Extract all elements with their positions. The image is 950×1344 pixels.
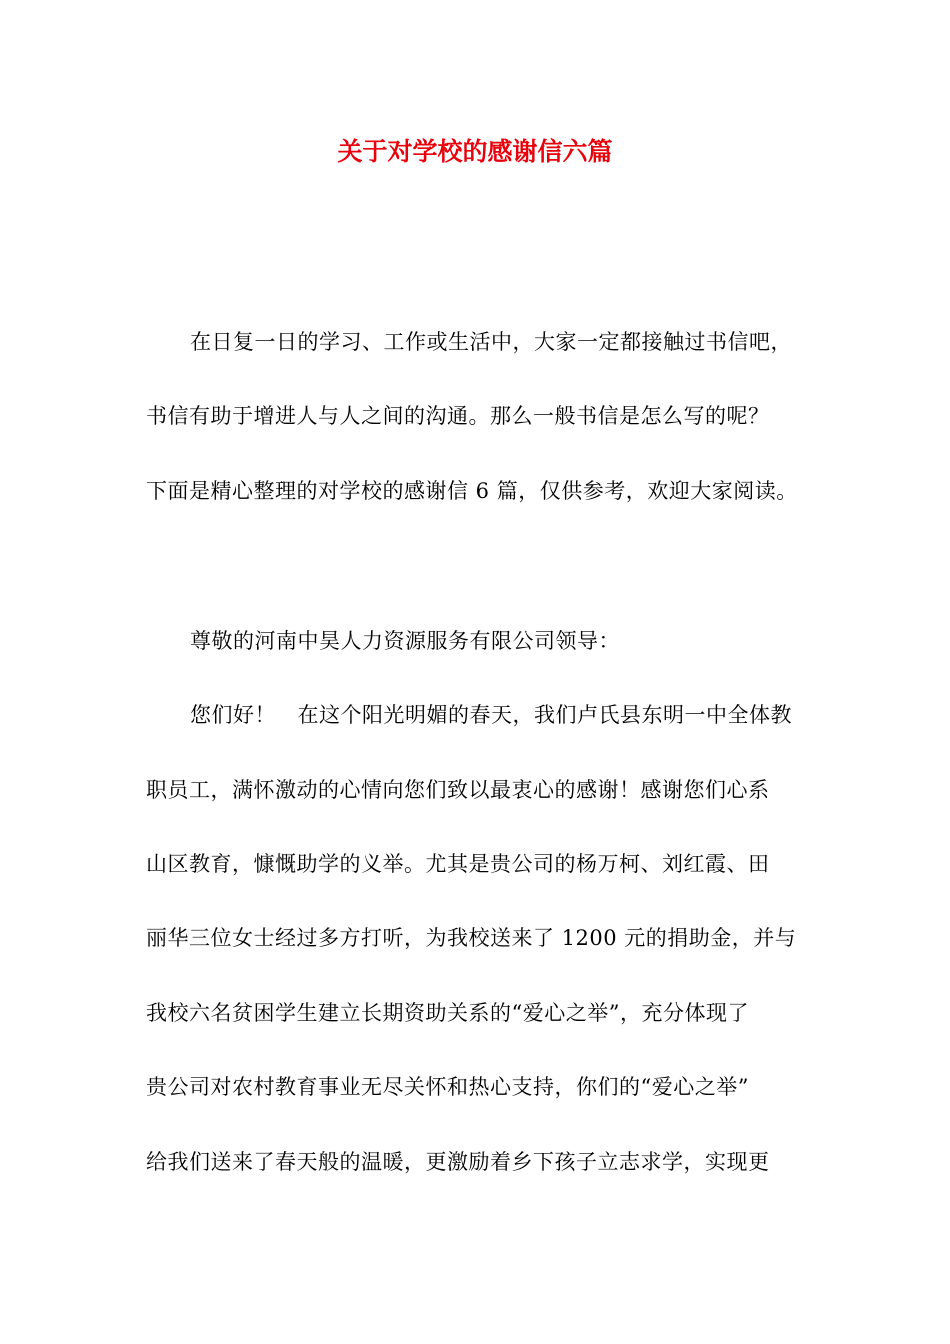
letter-line: 丽华三位女士经过多方打听，为我校送来了 1200 元的捐助金，并与 [146,926,797,950]
intro-line: 下面是精心整理的对学校的感谢信 6 篇，仅供参考，欢迎大家阅读。 [146,479,798,503]
intro-line: 书信有助于增进人与人之间的沟通。那么一般书信是怎么写的呢？ [146,404,770,428]
letter-line: 您们好！ 在这个阳光明媚的春天，我们卢氏县东明一中全体教 [190,703,792,727]
letter-line: 贵公司对农村教育事业无尽关怀和热心支持，你们的“爱心之举” [146,1075,749,1099]
letter-line: 给我们送来了春天般的温暖，更激励着乡下孩子立志求学，实现更 [146,1150,770,1174]
document-title: 关于对学校的感谢信六篇 [337,137,613,166]
letter-line: 山区教育，慷慨助学的义举。尤其是贵公司的杨万柯、刘红霞、田 [146,852,770,876]
letter-line: 我校六名贫困学生建立长期资助关系的“爱心之举”，充分体现了 [146,1001,749,1025]
letter-line: 职员工，满怀激动的心情向您们致以最衷心的感谢！感谢您们心系 [146,778,770,802]
letter-salutation: 尊敬的河南中昊人力资源服务有限公司领导： [190,629,620,653]
intro-line: 在日复一日的学习、工作或生活中，大家一定都接触过书信吧， [190,330,792,354]
